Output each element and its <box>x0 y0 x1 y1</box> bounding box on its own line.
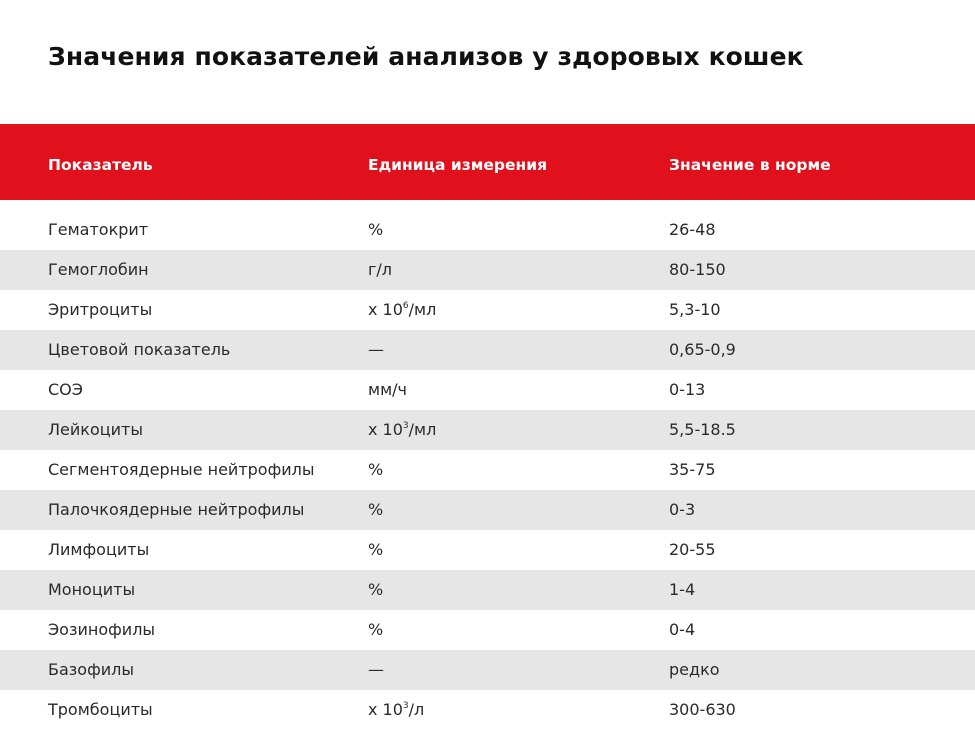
row-indicator: Лимфоциты <box>48 540 150 559</box>
table-row <box>0 290 975 330</box>
row-unit: % <box>368 220 384 239</box>
row-unit: % <box>368 460 384 479</box>
row-unit: мм/ч <box>368 380 407 399</box>
column-header-indicator: Показатель <box>48 156 153 174</box>
row-unit: x $10^6/мл$ <box>368 300 437 319</box>
row-unit: % <box>368 500 384 519</box>
table-row <box>0 690 975 730</box>
row-indicator: Гематокрит <box>48 220 149 239</box>
table-body <box>0 210 975 730</box>
row-indicator: Моноциты <box>48 580 136 599</box>
row-indicator: Гемоглобин <box>48 260 149 279</box>
row-norm: 0-3 <box>669 500 696 519</box>
table-row <box>0 650 975 690</box>
row-unit: x $10^3/мл$ <box>368 420 437 439</box>
table-row <box>0 610 975 650</box>
row-indicator: Эритроциты <box>48 300 153 319</box>
table-row <box>0 530 975 570</box>
row-indicator: Палочкоядерные нейтрофилы <box>48 500 305 519</box>
table-row <box>0 490 975 530</box>
table-row <box>0 450 975 490</box>
table-row <box>0 570 975 610</box>
row-unit: % <box>368 580 384 599</box>
row-norm: 26-48 <box>669 220 716 239</box>
row-norm: 0-13 <box>669 380 706 399</box>
row-unit: % <box>368 540 384 559</box>
row-indicator: Сегментоядерные нейтрофилы <box>48 460 315 479</box>
row-norm: 80-150 <box>669 260 726 279</box>
row-unit: — <box>368 660 384 679</box>
table-row <box>0 330 975 370</box>
row-indicator: Эозинофилы <box>48 620 156 639</box>
table-row <box>0 250 975 290</box>
table-row <box>0 410 975 450</box>
table-header <box>0 124 975 200</box>
table-row <box>0 210 975 250</box>
row-norm: 300-630 <box>669 700 736 719</box>
row-norm: 35-75 <box>669 460 716 479</box>
column-header-unit: Единица измерения <box>368 156 548 174</box>
row-indicator: Тромбоциты <box>48 700 153 719</box>
row-unit: % <box>368 620 384 639</box>
row-norm: редко <box>669 660 720 679</box>
row-norm: 0-4 <box>669 620 696 639</box>
row-norm: 0,65-0,9 <box>669 340 736 359</box>
page-title: Значения показателей анализов у здоровых кошек <box>48 42 804 71</box>
row-indicator: Базофилы <box>48 660 135 679</box>
row-indicator: СОЭ <box>48 380 83 399</box>
row-norm: 5,5-18.5 <box>669 420 736 439</box>
row-norm: 20-55 <box>669 540 716 559</box>
column-header-norm: Значение в норме <box>669 156 831 174</box>
row-unit: г/л <box>368 260 393 279</box>
row-norm: 1-4 <box>669 580 696 599</box>
row-unit: — <box>368 340 384 359</box>
row-unit: x $10^3/л$ <box>368 700 425 719</box>
row-indicator: Цветовой показатель <box>48 340 231 359</box>
row-norm: 5,3-10 <box>669 300 721 319</box>
table-row <box>0 370 975 410</box>
row-indicator: Лейкоциты <box>48 420 143 439</box>
